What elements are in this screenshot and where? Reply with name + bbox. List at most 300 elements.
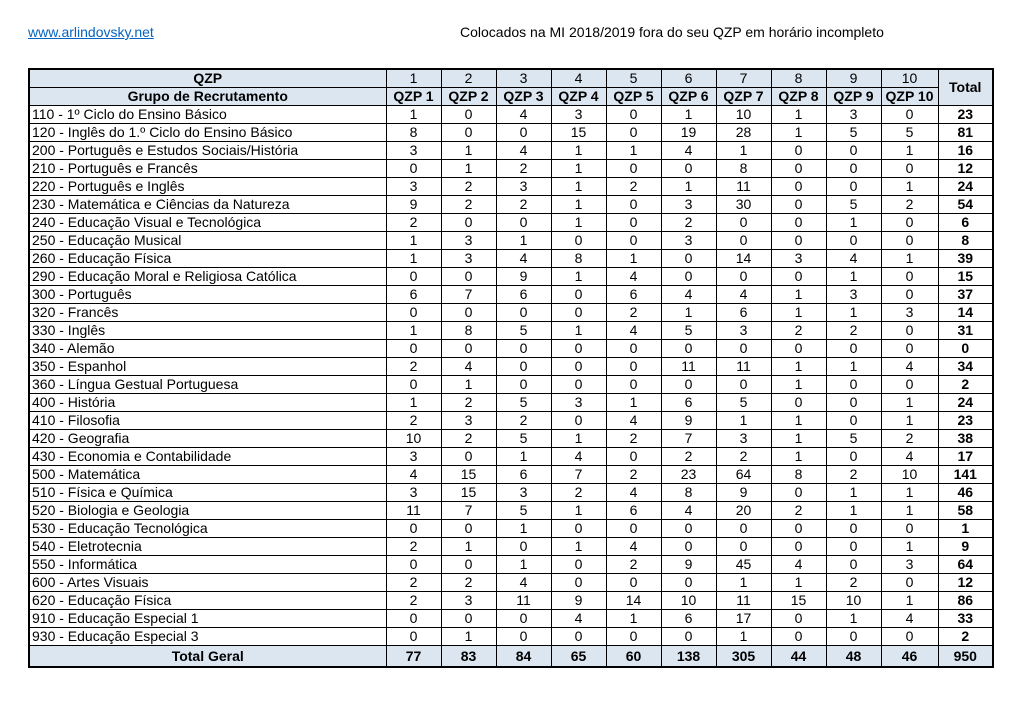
count-cell: 0 — [716, 232, 771, 250]
count-cell: 0 — [386, 304, 441, 322]
count-cell: 1 — [661, 304, 716, 322]
count-cell: 4 — [551, 610, 606, 628]
count-cell: 2 — [386, 592, 441, 610]
row-total: 9 — [938, 538, 993, 556]
count-cell: 4 — [551, 448, 606, 466]
count-cell: 4 — [606, 322, 661, 340]
zone-total: 65 — [551, 646, 606, 668]
zone-number: 10 — [881, 69, 938, 88]
table-row — [29, 322, 993, 340]
count-cell: 0 — [661, 376, 716, 394]
count-cell: 0 — [606, 124, 661, 142]
count-cell: 1 — [496, 520, 551, 538]
count-cell: 4 — [386, 466, 441, 484]
count-cell: 4 — [496, 106, 551, 124]
table-row — [29, 160, 993, 178]
count-cell: 0 — [441, 268, 496, 286]
count-cell: 2 — [661, 214, 716, 232]
count-cell: 2 — [386, 214, 441, 232]
count-cell: 4 — [826, 250, 881, 268]
count-cell: 1 — [386, 394, 441, 412]
count-cell: 1 — [771, 430, 826, 448]
count-cell: 1 — [771, 358, 826, 376]
row-total: 8 — [938, 232, 993, 250]
count-cell: 3 — [386, 142, 441, 160]
total-header: Total — [938, 69, 993, 106]
count-cell: 4 — [771, 556, 826, 574]
count-cell: 4 — [881, 358, 938, 376]
count-cell: 11 — [716, 592, 771, 610]
count-cell: 2 — [606, 556, 661, 574]
row-total: 6 — [938, 214, 993, 232]
zone-name-header: QZP 6 — [661, 88, 716, 106]
row-total: 81 — [938, 124, 993, 142]
count-cell: 5 — [496, 394, 551, 412]
table-row — [29, 268, 993, 286]
count-cell: 3 — [881, 556, 938, 574]
count-cell: 0 — [551, 358, 606, 376]
count-cell: 2 — [606, 178, 661, 196]
count-cell: 2 — [441, 574, 496, 592]
count-cell: 0 — [826, 448, 881, 466]
table-footer — [29, 646, 993, 668]
count-cell: 0 — [716, 538, 771, 556]
table-body — [29, 106, 993, 646]
table-row — [29, 538, 993, 556]
zone-name-header: QZP 10 — [881, 88, 938, 106]
count-cell: 2 — [441, 178, 496, 196]
count-cell: 0 — [826, 520, 881, 538]
row-total: 12 — [938, 574, 993, 592]
count-cell: 8 — [441, 322, 496, 340]
count-cell: 7 — [441, 286, 496, 304]
count-cell: 0 — [386, 268, 441, 286]
group-label: 210 - Português e Francês — [29, 160, 386, 178]
count-cell: 0 — [386, 340, 441, 358]
count-cell: 3 — [551, 106, 606, 124]
row-total: 0 — [938, 340, 993, 358]
count-cell: 0 — [441, 106, 496, 124]
count-cell: 0 — [551, 286, 606, 304]
count-cell: 0 — [771, 268, 826, 286]
qzp-header: QZP — [29, 69, 386, 88]
count-cell: 1 — [881, 592, 938, 610]
header-row-zone-numbers — [29, 69, 993, 88]
count-cell: 0 — [496, 340, 551, 358]
group-label: 230 - Matemática e Ciências da Natureza — [29, 196, 386, 214]
count-cell: 0 — [606, 520, 661, 538]
zone-number: 5 — [606, 69, 661, 88]
count-cell: 0 — [881, 628, 938, 646]
zone-total: 46 — [881, 646, 938, 668]
table-row — [29, 196, 993, 214]
count-cell: 2 — [771, 322, 826, 340]
count-cell: 7 — [551, 466, 606, 484]
count-cell: 3 — [881, 304, 938, 322]
zone-total: 305 — [716, 646, 771, 668]
count-cell: 1 — [826, 304, 881, 322]
count-cell: 2 — [826, 322, 881, 340]
count-cell: 0 — [826, 538, 881, 556]
zone-name-header: QZP 1 — [386, 88, 441, 106]
group-label: 500 - Matemática — [29, 466, 386, 484]
count-cell: 45 — [716, 556, 771, 574]
count-cell: 0 — [826, 412, 881, 430]
count-cell: 3 — [441, 592, 496, 610]
count-cell: 10 — [826, 592, 881, 610]
count-cell: 10 — [716, 106, 771, 124]
count-cell: 1 — [551, 160, 606, 178]
zone-total: 48 — [826, 646, 881, 668]
count-cell: 5 — [826, 196, 881, 214]
count-cell: 8 — [386, 124, 441, 142]
count-cell: 0 — [826, 376, 881, 394]
group-label: 120 - Inglês do 1.º Ciclo do Ensino Básico — [29, 124, 386, 142]
count-cell: 0 — [771, 340, 826, 358]
count-cell: 1 — [551, 322, 606, 340]
count-cell: 1 — [441, 376, 496, 394]
count-cell: 1 — [881, 142, 938, 160]
count-cell: 0 — [771, 160, 826, 178]
count-cell: 11 — [661, 358, 716, 376]
count-cell: 0 — [551, 520, 606, 538]
count-cell: 0 — [881, 574, 938, 592]
count-cell: 7 — [441, 502, 496, 520]
count-cell: 1 — [606, 610, 661, 628]
table-row — [29, 286, 993, 304]
count-cell: 6 — [661, 394, 716, 412]
zone-name-header: QZP 7 — [716, 88, 771, 106]
count-cell: 1 — [771, 376, 826, 394]
group-label: 330 - Inglês — [29, 322, 386, 340]
row-total: 37 — [938, 286, 993, 304]
count-cell: 3 — [716, 322, 771, 340]
count-cell: 0 — [826, 394, 881, 412]
count-cell: 3 — [441, 412, 496, 430]
count-cell: 1 — [551, 196, 606, 214]
group-label: 290 - Educação Moral e Religiosa Católica — [29, 268, 386, 286]
count-cell: 64 — [716, 466, 771, 484]
count-cell: 3 — [826, 106, 881, 124]
count-cell: 0 — [606, 376, 661, 394]
count-cell: 3 — [551, 394, 606, 412]
zone-number: 8 — [771, 69, 826, 88]
count-cell: 0 — [771, 178, 826, 196]
count-cell: 0 — [881, 340, 938, 358]
zone-name-header: QZP 2 — [441, 88, 496, 106]
count-cell: 1 — [826, 610, 881, 628]
zone-total: 84 — [496, 646, 551, 668]
count-cell: 28 — [716, 124, 771, 142]
count-cell: 0 — [441, 610, 496, 628]
table-row — [29, 592, 993, 610]
count-cell: 5 — [496, 322, 551, 340]
count-cell: 0 — [826, 340, 881, 358]
group-label: 930 - Educação Especial 3 — [29, 628, 386, 646]
count-cell: 0 — [386, 376, 441, 394]
count-cell: 20 — [716, 502, 771, 520]
table-row — [29, 502, 993, 520]
count-cell: 3 — [441, 250, 496, 268]
count-cell: 3 — [661, 232, 716, 250]
count-cell: 15 — [551, 124, 606, 142]
count-cell: 1 — [716, 142, 771, 160]
count-cell: 1 — [551, 142, 606, 160]
count-cell: 5 — [661, 322, 716, 340]
count-cell: 1 — [606, 394, 661, 412]
count-cell: 1 — [881, 538, 938, 556]
count-cell: 0 — [606, 340, 661, 358]
count-cell: 0 — [881, 214, 938, 232]
table-row — [29, 394, 993, 412]
zone-total: 44 — [771, 646, 826, 668]
count-cell: 2 — [441, 430, 496, 448]
count-cell: 2 — [441, 394, 496, 412]
count-cell: 0 — [551, 232, 606, 250]
count-cell: 9 — [716, 484, 771, 502]
count-cell: 4 — [716, 286, 771, 304]
count-cell: 2 — [661, 448, 716, 466]
count-cell: 1 — [551, 430, 606, 448]
table-row — [29, 304, 993, 322]
row-total: 141 — [938, 466, 993, 484]
count-cell: 4 — [606, 268, 661, 286]
count-cell: 2 — [826, 574, 881, 592]
count-cell: 4 — [661, 502, 716, 520]
row-total: 2 — [938, 376, 993, 394]
count-cell: 0 — [386, 520, 441, 538]
count-cell: 0 — [606, 232, 661, 250]
count-cell: 10 — [386, 430, 441, 448]
count-cell: 6 — [661, 610, 716, 628]
count-cell: 0 — [716, 340, 771, 358]
count-cell: 1 — [441, 628, 496, 646]
count-cell: 15 — [441, 466, 496, 484]
count-cell: 1 — [826, 214, 881, 232]
count-cell: 2 — [881, 430, 938, 448]
count-cell: 1 — [661, 178, 716, 196]
zone-name-header: QZP 4 — [551, 88, 606, 106]
count-cell: 10 — [661, 592, 716, 610]
count-cell: 1 — [881, 178, 938, 196]
count-cell: 3 — [716, 430, 771, 448]
count-cell: 2 — [606, 304, 661, 322]
count-cell: 1 — [826, 358, 881, 376]
count-cell: 2 — [386, 358, 441, 376]
count-cell: 5 — [826, 124, 881, 142]
count-cell: 1 — [551, 268, 606, 286]
table-row — [29, 574, 993, 592]
count-cell: 1 — [771, 286, 826, 304]
count-cell: 0 — [771, 142, 826, 160]
count-cell: 2 — [826, 466, 881, 484]
count-cell: 1 — [771, 106, 826, 124]
count-cell: 11 — [496, 592, 551, 610]
row-total: 14 — [938, 304, 993, 322]
count-cell: 0 — [771, 232, 826, 250]
count-cell: 6 — [496, 466, 551, 484]
count-cell: 0 — [881, 322, 938, 340]
count-cell: 2 — [551, 484, 606, 502]
count-cell: 5 — [881, 124, 938, 142]
count-cell: 0 — [881, 268, 938, 286]
count-cell: 11 — [386, 502, 441, 520]
count-cell: 1 — [771, 304, 826, 322]
group-label: 220 - Português e Inglês — [29, 178, 386, 196]
count-cell: 1 — [716, 628, 771, 646]
table-row — [29, 376, 993, 394]
site-link[interactable]: www.arlindovsky.net — [28, 24, 154, 40]
count-cell: 0 — [606, 574, 661, 592]
count-cell: 6 — [386, 286, 441, 304]
count-cell: 23 — [661, 466, 716, 484]
count-cell: 0 — [551, 376, 606, 394]
count-cell: 0 — [441, 304, 496, 322]
count-cell: 1 — [606, 142, 661, 160]
row-total: 23 — [938, 106, 993, 124]
row-total: 46 — [938, 484, 993, 502]
count-cell: 1 — [826, 502, 881, 520]
group-label: 260 - Educação Física — [29, 250, 386, 268]
count-cell: 1 — [386, 232, 441, 250]
count-cell: 0 — [771, 628, 826, 646]
count-cell: 3 — [826, 286, 881, 304]
count-cell: 0 — [771, 520, 826, 538]
group-label: 400 - História — [29, 394, 386, 412]
count-cell: 0 — [826, 178, 881, 196]
count-cell: 0 — [771, 538, 826, 556]
count-cell: 0 — [551, 628, 606, 646]
row-total: 31 — [938, 322, 993, 340]
zone-number: 3 — [496, 69, 551, 88]
count-cell: 9 — [496, 268, 551, 286]
count-cell: 0 — [606, 628, 661, 646]
count-cell: 3 — [386, 178, 441, 196]
count-cell: 3 — [386, 448, 441, 466]
group-label: 320 - Francês — [29, 304, 386, 322]
count-cell: 0 — [441, 124, 496, 142]
table-row — [29, 178, 993, 196]
count-cell: 0 — [551, 304, 606, 322]
row-total: 1 — [938, 520, 993, 538]
zone-number: 9 — [826, 69, 881, 88]
count-cell: 1 — [551, 214, 606, 232]
count-cell: 0 — [606, 106, 661, 124]
count-cell: 1 — [496, 556, 551, 574]
count-cell: 8 — [771, 466, 826, 484]
count-cell: 1 — [881, 394, 938, 412]
group-label: 530 - Educação Tecnológica — [29, 520, 386, 538]
count-cell: 1 — [826, 268, 881, 286]
count-cell: 2 — [881, 196, 938, 214]
count-cell: 2 — [496, 412, 551, 430]
count-cell: 1 — [771, 574, 826, 592]
count-cell: 10 — [881, 466, 938, 484]
zone-name-header: QZP 5 — [606, 88, 661, 106]
count-cell: 0 — [881, 520, 938, 538]
count-cell: 0 — [551, 574, 606, 592]
count-cell: 0 — [606, 448, 661, 466]
table-row — [29, 214, 993, 232]
count-cell: 1 — [496, 232, 551, 250]
zone-number: 6 — [661, 69, 716, 88]
count-cell: 9 — [661, 556, 716, 574]
placements-table — [28, 68, 994, 668]
row-total: 58 — [938, 502, 993, 520]
count-cell: 0 — [441, 214, 496, 232]
count-cell: 0 — [661, 250, 716, 268]
row-total: 24 — [938, 178, 993, 196]
row-total: 15 — [938, 268, 993, 286]
count-cell: 0 — [386, 628, 441, 646]
total-geral-label: Total Geral — [29, 646, 386, 668]
row-total: 33 — [938, 610, 993, 628]
count-cell: 0 — [881, 232, 938, 250]
group-label: 620 - Educação Física — [29, 592, 386, 610]
count-cell: 0 — [551, 412, 606, 430]
count-cell: 4 — [661, 286, 716, 304]
zone-number: 1 — [386, 69, 441, 88]
count-cell: 4 — [881, 610, 938, 628]
count-cell: 2 — [496, 196, 551, 214]
count-cell: 15 — [771, 592, 826, 610]
count-cell: 0 — [386, 556, 441, 574]
count-cell: 3 — [496, 484, 551, 502]
count-cell: 1 — [881, 412, 938, 430]
count-cell: 0 — [386, 160, 441, 178]
table-row — [29, 520, 993, 538]
count-cell: 5 — [496, 430, 551, 448]
count-cell: 1 — [551, 538, 606, 556]
table-row — [29, 484, 993, 502]
zone-total: 60 — [606, 646, 661, 668]
count-cell: 0 — [826, 628, 881, 646]
count-cell: 30 — [716, 196, 771, 214]
count-cell: 0 — [661, 268, 716, 286]
table-row — [29, 358, 993, 376]
count-cell: 4 — [441, 358, 496, 376]
count-cell: 0 — [771, 484, 826, 502]
count-cell: 1 — [771, 124, 826, 142]
count-cell: 2 — [386, 538, 441, 556]
count-cell: 1 — [386, 322, 441, 340]
count-cell: 1 — [771, 448, 826, 466]
count-cell: 0 — [716, 268, 771, 286]
count-cell: 0 — [661, 574, 716, 592]
group-label: 600 - Artes Visuais — [29, 574, 386, 592]
count-cell: 4 — [606, 538, 661, 556]
count-cell: 1 — [881, 502, 938, 520]
zone-name-header: QZP 3 — [496, 88, 551, 106]
row-total: 2 — [938, 628, 993, 646]
group-label: 510 - Física e Química — [29, 484, 386, 502]
count-cell: 0 — [881, 376, 938, 394]
group-label: 540 - Eletrotecnia — [29, 538, 386, 556]
count-cell: 1 — [716, 574, 771, 592]
group-label: 240 - Educação Visual e Tecnológica — [29, 214, 386, 232]
group-label: 360 - Língua Gestual Portuguesa — [29, 376, 386, 394]
count-cell: 0 — [606, 196, 661, 214]
count-cell: 1 — [386, 106, 441, 124]
count-cell: 0 — [496, 538, 551, 556]
zone-number: 7 — [716, 69, 771, 88]
zone-total: 77 — [386, 646, 441, 668]
count-cell: 0 — [606, 160, 661, 178]
row-total: 64 — [938, 556, 993, 574]
count-cell: 8 — [661, 484, 716, 502]
count-cell: 0 — [771, 394, 826, 412]
count-cell: 2 — [441, 196, 496, 214]
